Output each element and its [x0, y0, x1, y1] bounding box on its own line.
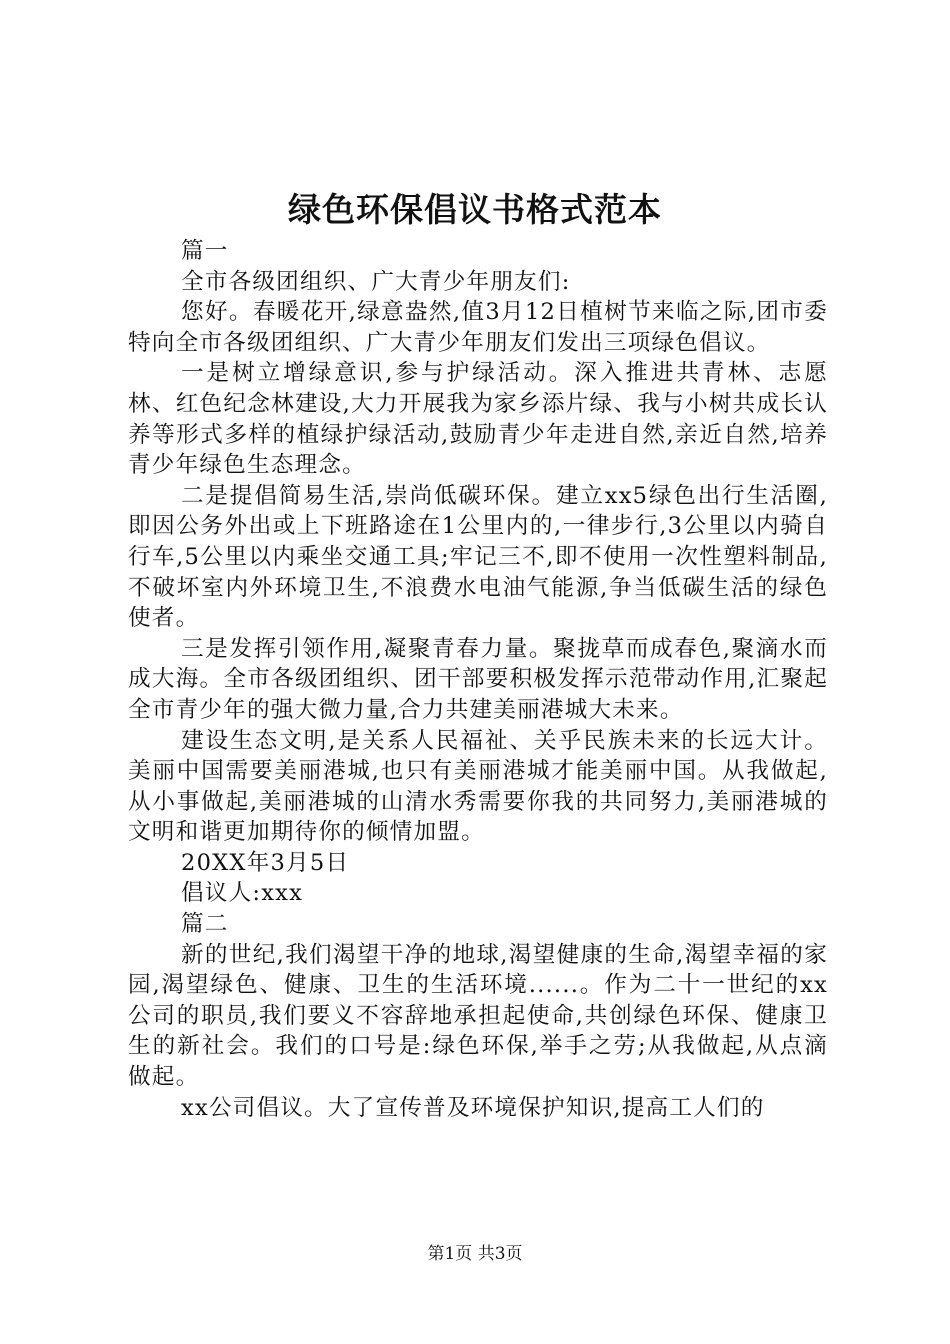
paragraph: xx公司倡议。大了宣传普及环境保护知识,提高工人们的	[181, 1094, 765, 1121]
date-line: 20XX年3月5日	[181, 849, 350, 876]
page-number-footer: 第1页 共3页	[427, 1244, 523, 1264]
paragraph: 三是发挥引领作用,凝聚青春力量。聚拢草而成春色,聚滴水而成大海。全市各级团组织、团干部要积极发挥示范带动作用,汇聚起全市青少年的强大微力量,合力共建美丽港城大未来。	[128, 635, 828, 723]
document-title: 绿色环保倡议书格式范本	[288, 190, 662, 229]
paragraph: 您好。春暖花开,绿意盎然,值3月12日植树节来临之际,团市委特向全市各级团组织、广大青少年朋友们发出三项绿色倡议。	[128, 299, 828, 356]
section-heading-2: 篇二	[181, 911, 229, 938]
paragraph: 新的世纪,我们渴望干净的地球,渴望健康的生命,渴望幸福的家园,渴望绿色、健康、卫生的生活环境......。作为二十一世纪的xx公司的职员,我们要义不容辞地承担起使命,共创绿色环保、健康卫生的新社会。我们的口号是:绿色环保,举手之劳;从我做起,从点滴做起。	[128, 941, 828, 1091]
signature-line: 倡议人:xxx	[181, 880, 304, 907]
paragraph: 一是树立增绿意识,参与护绿活动。深入推进共青林、志愿林、红色纪念林建设,大力开展我为家乡添片绿、我与小树共成长认养等形式多样的植绿护绿活动,鼓励青少年走进自然,亲近自然,培养青少年绿色生态理念。	[128, 360, 828, 479]
paragraph: 建设生态文明,是关系人民福祉、关乎民族未来的长远大计。美丽中国需要美丽港城,也只有美丽港城才能美丽中国。从我做起,从小事做起,美丽港城的山清水秀需要你我的共同努力,美丽港城的文明和谐更加期待你的倾情加盟。	[128, 727, 828, 846]
paragraph: 二是提倡简易生活,崇尚低碳环保。建立xx5绿色出行生活圈,即因公务外出或上下班路途在1公里内的,一律步行,3公里以内骑自行车,5公里以内乘坐交通工具;牢记三不,即不使用一次性塑料制品,不破坏室内外环境卫生,不浪费水电油气能源,争当低碳生活的绿色使者。	[128, 482, 828, 632]
section-heading-1: 篇一	[181, 238, 229, 264]
document-body	[128, 236, 828, 1123]
salutation: 全市各级团组织、广大青少年朋友们:	[181, 268, 571, 295]
